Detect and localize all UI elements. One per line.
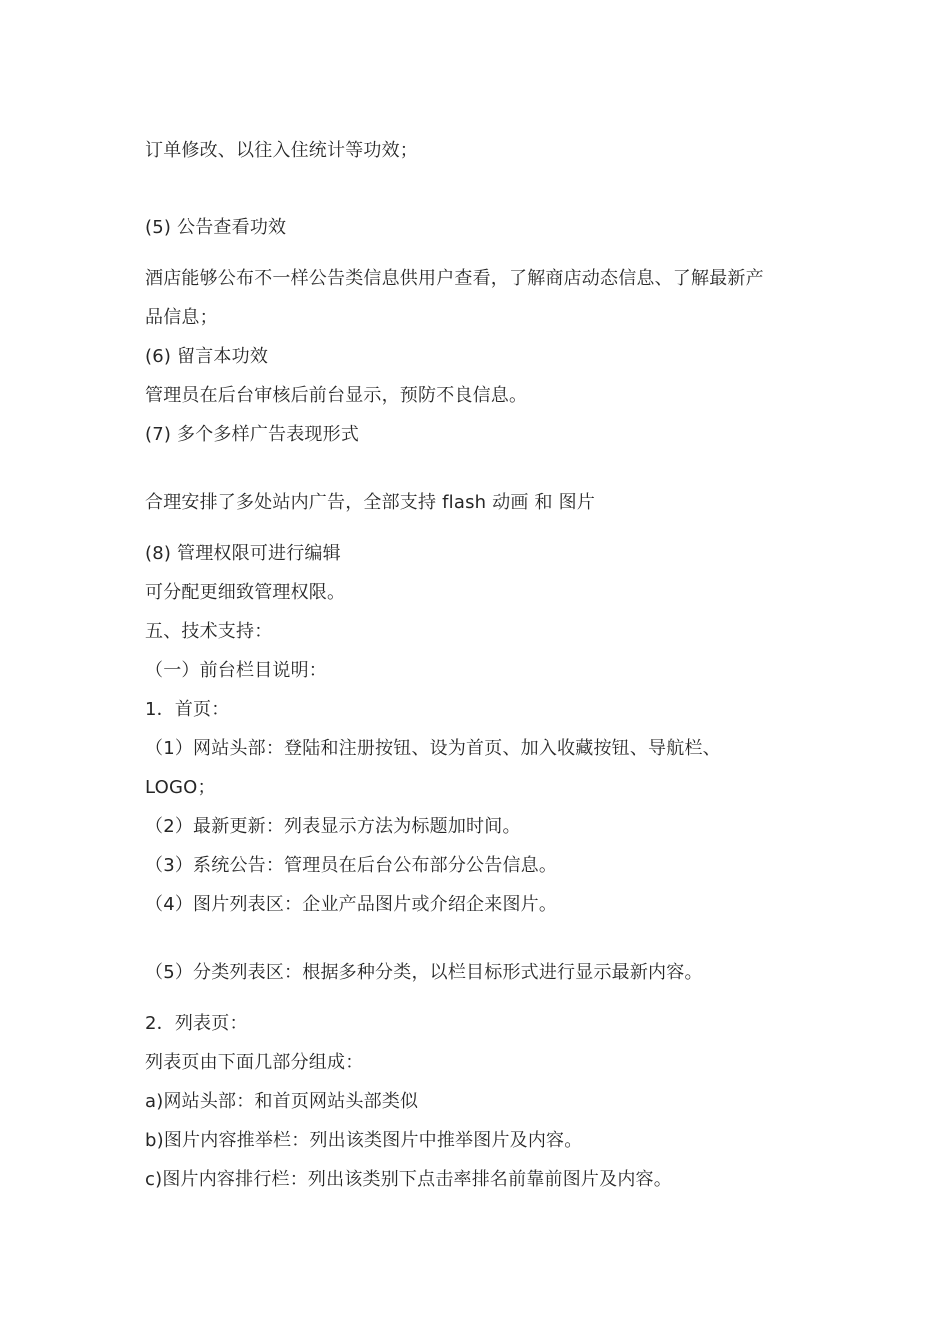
text-line: 订单修改、以往入住统计等功效； <box>145 140 418 161</box>
text-line: 品信息； <box>145 307 218 328</box>
text-line: 可分配更细致管理权限。 <box>145 582 346 603</box>
section-heading: (6) 留言本功效 <box>145 346 269 367</box>
text-line: 酒店能够公布不一样公告类信息供用户查看，了解商店动态信息、了解最新产 <box>145 268 764 289</box>
section-heading: 五、技术支持： <box>145 621 273 642</box>
subsection-heading: 1．首页： <box>145 699 230 720</box>
list-item: c)图片内容排行栏：列出该类别下点击率排名前靠前图片及内容。 <box>145 1169 672 1190</box>
list-item: a)网站头部：和首页网站头部类似 <box>145 1091 419 1112</box>
list-item: （3）系统公告：管理员在后台公布部分公告信息。 <box>145 855 558 876</box>
subsection-heading: 2．列表页： <box>145 1013 248 1034</box>
section-heading: (7) 多个多样广告表现形式 <box>145 424 360 445</box>
list-item: （5）分类列表区：根据多种分类，以栏目标形式进行显示最新内容。 <box>145 962 703 983</box>
list-item: （2）最新更新：列表显示方法为标题加时间。 <box>145 816 521 837</box>
text-line: LOGO； <box>145 777 216 798</box>
list-item: （1）网站头部：登陆和注册按钮、设为首页、加入收藏按钮、导航栏、 <box>145 738 721 759</box>
list-item: （4）图片列表区：企业产品图片或介绍企来图片。 <box>145 894 558 915</box>
section-heading: (5) 公告查看功效 <box>145 217 287 238</box>
text-line: 合理安排了多处站内广告，全部支持 flash 动画 和 图片 <box>145 492 596 513</box>
text-line: 列表页由下面几部分组成： <box>145 1052 364 1073</box>
text-line: 管理员在后台审核后前台显示，预防不良信息。 <box>145 385 528 406</box>
subsection-heading: （一）前台栏目说明： <box>145 660 327 681</box>
section-heading: (8) 管理权限可进行编辑 <box>145 543 341 564</box>
list-item: b)图片内容推举栏：列出该类图片中推举图片及内容。 <box>145 1130 583 1151</box>
